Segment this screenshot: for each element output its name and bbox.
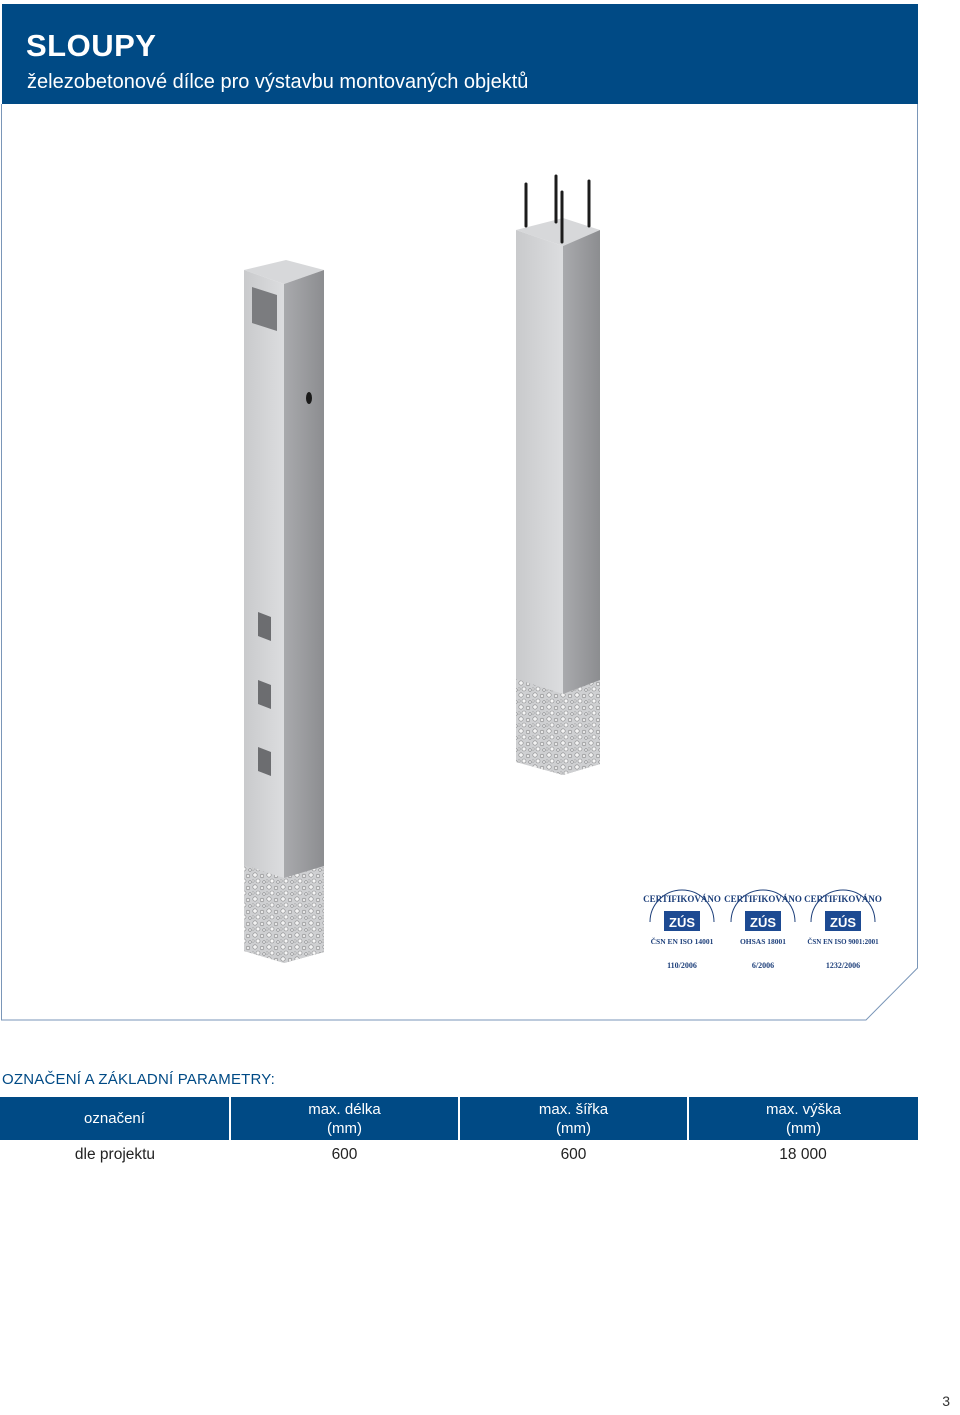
svg-text:ZÚS: ZÚS <box>830 915 856 930</box>
svg-text:CERTIFIKOVÁNO: CERTIFIKOVÁNO <box>804 894 882 904</box>
svg-text:ZÚS: ZÚS <box>750 915 776 930</box>
certification-seal-9001 <box>804 890 882 970</box>
svg-text:OHSAS 18001: OHSAS 18001 <box>739 937 787 946</box>
cell-max-sirka: 600 <box>560 1146 587 1163</box>
column-header-max-sirka: max. šířka (mm) <box>459 1097 688 1140</box>
svg-text:CERTIFIKOVÁNO: CERTIFIKOVÁNO <box>643 894 721 904</box>
column-header-max-delka: max. délka (mm) <box>230 1097 459 1140</box>
parameters-heading: OZNAČENÍ A ZÁKLADNÍ PARAMETRY: <box>2 1071 276 1088</box>
page-number: 3 <box>942 1393 950 1409</box>
cell-max-delka: 600 <box>331 1146 358 1163</box>
svg-text:1232/2006: 1232/2006 <box>825 961 861 970</box>
column-header-oznaceni: označení <box>0 1097 230 1140</box>
page-subtitle: železobetonové dílce pro výstavbu montovaných objektů <box>27 71 529 93</box>
svg-text:ČSN EN ISO 14001: ČSN EN ISO 14001 <box>650 937 714 946</box>
svg-text:ZÚS: ZÚS <box>669 915 695 930</box>
page-title: SLOUPY <box>26 28 157 63</box>
cell-max-vyska: 18 000 <box>779 1146 827 1163</box>
certification-seals <box>643 890 882 970</box>
column-left <box>244 260 324 963</box>
parameters-table <box>0 1097 918 1165</box>
svg-text:ČSN EN ISO 9001:2001: ČSN EN ISO 9001:2001 <box>807 938 879 946</box>
column-header-max-vyska: max. výška (mm) <box>688 1097 918 1140</box>
table-header-row <box>0 1097 918 1140</box>
columns-illustration <box>0 104 960 1014</box>
table-row <box>0 1140 918 1165</box>
svg-text:110/2006: 110/2006 <box>667 961 697 970</box>
cell-oznaceni: dle projektu <box>74 1146 156 1163</box>
certification-seal-18001 <box>724 890 802 970</box>
certification-seal-14001 <box>643 890 721 970</box>
column-right <box>516 176 600 775</box>
svg-text:CERTIFIKOVÁNO: CERTIFIKOVÁNO <box>724 894 802 904</box>
svg-text:6/2006: 6/2006 <box>751 961 775 970</box>
